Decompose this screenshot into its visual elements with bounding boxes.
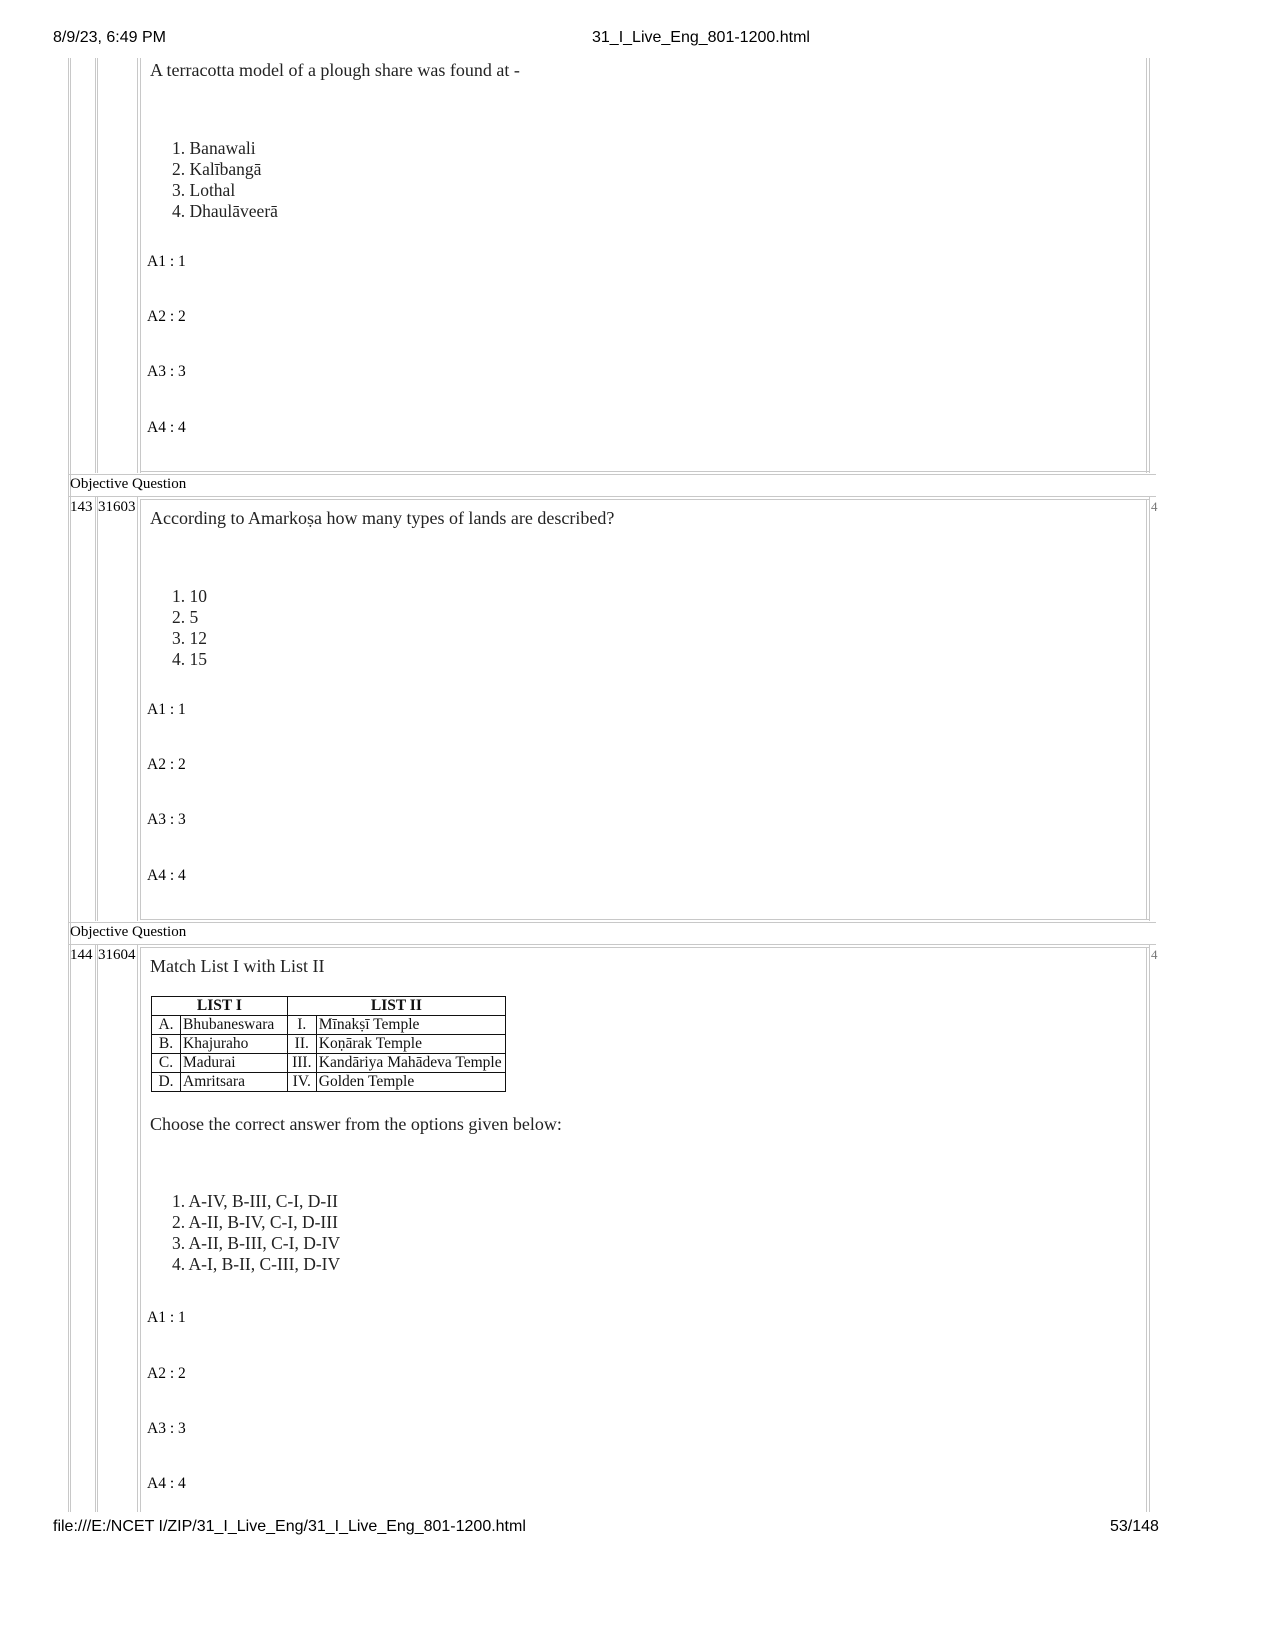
list-1-value: Khajuraho	[181, 1035, 288, 1054]
print-file-path: file:///E:/NCET I/ZIP/31_I_Live_Eng/31_I_Live_Eng_801-1200.html	[53, 1518, 526, 1535]
answer-4: A4 : 4	[147, 867, 186, 884]
answer-4: A4 : 4	[147, 419, 186, 436]
option-4: 4. A-I, B-II, C-III, D-IV	[172, 1254, 341, 1274]
section-label: Objective Question	[70, 476, 187, 492]
question-text: According to Amarkoṣa how many types of lands are described?	[150, 508, 615, 528]
list-2-key: III.	[287, 1054, 316, 1073]
option-2: 2. A-II, B-IV, C-I, D-III	[172, 1212, 338, 1232]
list-1-key: B.	[152, 1035, 181, 1054]
print-title: 31_I_Live_Eng_801-1200.html	[592, 29, 810, 46]
instruction-text: Choose the correct answer from the options given below:	[150, 1114, 562, 1134]
match-list-table	[151, 996, 506, 1092]
list-1-header: LIST I	[152, 997, 288, 1016]
list-1-value: Amritsara	[181, 1073, 288, 1092]
print-page-number: 53/148	[1110, 1518, 1159, 1535]
answer-3: A3 : 3	[147, 811, 186, 828]
question-id: 31604	[98, 947, 136, 963]
question-id: 31603	[98, 499, 136, 515]
answer-2: A2 : 2	[147, 756, 186, 773]
answer-2: A2 : 2	[147, 1365, 186, 1382]
print-datetime: 8/9/23, 6:49 PM	[53, 29, 166, 46]
section-label: Objective Question	[70, 924, 187, 940]
list-2-key: II.	[287, 1035, 316, 1054]
option-2: 2. 5	[172, 607, 199, 627]
answer-1: A1 : 1	[147, 701, 186, 718]
option-1: 1. 10	[172, 586, 207, 606]
option-4: 4. 15	[172, 649, 207, 669]
list-1-key: D.	[152, 1073, 181, 1092]
option-3: 3. A-II, B-III, C-I, D-IV	[172, 1233, 341, 1253]
list-2-value: Kandāriya Mahādeva Temple	[316, 1054, 505, 1073]
question-text: Match List I with List II	[150, 956, 325, 976]
option-1: 1. A-IV, B-III, C-I, D-II	[172, 1191, 338, 1211]
list-2-value: Mīnakṣī Temple	[316, 1016, 505, 1035]
answer-4: A4 : 4	[147, 1475, 186, 1492]
answer-1: A1 : 1	[147, 253, 186, 270]
list-2-header: LIST II	[287, 997, 505, 1016]
list-1-value: Bhubaneswara	[181, 1016, 288, 1035]
table-row	[152, 1016, 506, 1035]
answer-2: A2 : 2	[147, 308, 186, 325]
option-3: 3. Lothal	[172, 180, 236, 200]
option-4: 4. Dhaulāveerā	[172, 201, 278, 221]
list-1-key: A.	[152, 1016, 181, 1035]
list-2-key: IV.	[287, 1073, 316, 1092]
cut-off-cell-text: 4	[1151, 947, 1158, 962]
table-row	[152, 1054, 506, 1073]
list-1-key: C.	[152, 1054, 181, 1073]
serial-number: 143	[70, 499, 93, 515]
option-2: 2. Kalībangā	[172, 159, 262, 179]
list-2-value: Koṇārak Temple	[316, 1035, 505, 1054]
cut-off-cell-text: 4	[1151, 499, 1158, 514]
list-1-value: Madurai	[181, 1054, 288, 1073]
serial-number: 144	[70, 947, 93, 963]
answer-1: A1 : 1	[147, 1309, 186, 1326]
question-text: A terracotta model of a plough share was found at -	[150, 60, 520, 80]
table-row	[152, 1073, 506, 1092]
answer-3: A3 : 3	[147, 1420, 186, 1437]
list-2-value: Golden Temple	[316, 1073, 505, 1092]
option-3: 3. 12	[172, 628, 207, 648]
option-1: 1. Banawali	[172, 138, 256, 158]
list-2-key: I.	[287, 1016, 316, 1035]
answer-3: A3 : 3	[147, 363, 186, 380]
table-row	[152, 1035, 506, 1054]
